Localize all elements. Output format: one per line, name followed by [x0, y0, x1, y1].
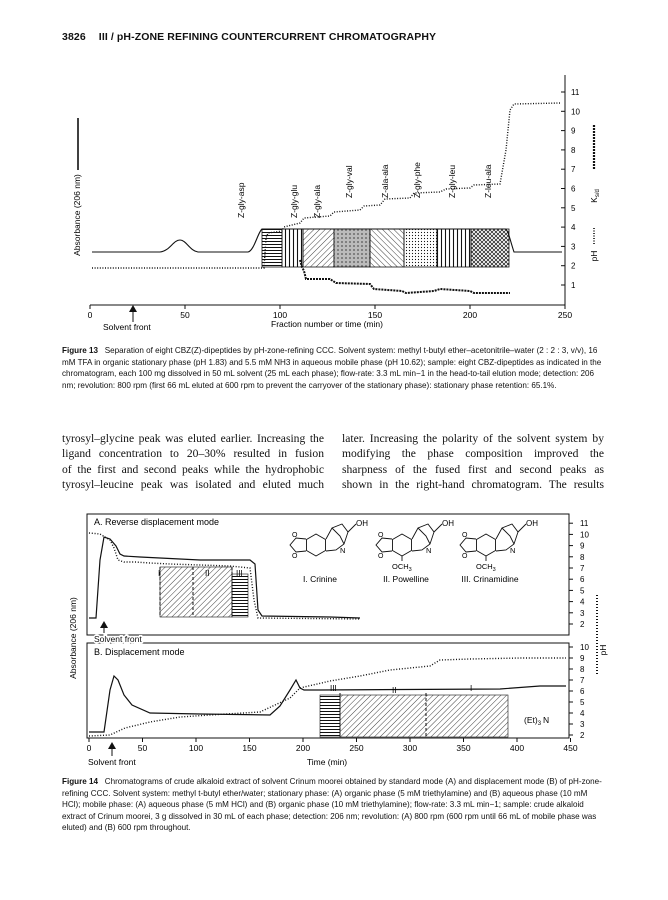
fig13-solvent-front-label: Solvent front: [103, 322, 151, 332]
running-title: III / pH-ZONE REFINING COUNTERCURRENT CHROMATOGRAPHY: [98, 31, 437, 43]
fig13-ph-label: pH: [589, 250, 599, 262]
fig14-ph-tick-label-b: 4: [580, 709, 585, 718]
fig14-b-zone-3: [320, 695, 340, 737]
fig14-x-tick-label: 100: [188, 743, 204, 753]
body-left-line-4: tyrosyl–leucine peak was isolated and eluted much: [62, 478, 324, 492]
fig14-ph-tick-label-a: 8: [580, 552, 585, 562]
nitrogen-label: N: [340, 546, 346, 555]
fig13-zone-6: [404, 229, 437, 267]
fig13-ph-tick-label: 4: [571, 223, 576, 233]
fig14-a-solvent-front-label: Solvent front: [94, 634, 142, 644]
fig14-ph-tick-label-b: 7: [580, 676, 585, 685]
fig13-x-tick-label: 50: [180, 310, 190, 320]
hydroxyl-label: OH: [526, 519, 538, 528]
oxygen-label: O: [378, 553, 384, 560]
figure-13-caption-label: Figure 13: [62, 346, 98, 355]
fig14-ph-tick-label-a: 7: [580, 564, 585, 573]
benzene-ring: [477, 534, 496, 556]
oxygen-label: O: [462, 532, 468, 539]
fig14-b-zone-label-3: III: [330, 684, 337, 693]
fig14-x-tick-label: 150: [242, 743, 257, 753]
fig14-x-tick-label: 400: [509, 743, 525, 753]
figure-13-caption: [62, 345, 602, 391]
oh-bond: [348, 524, 356, 532]
fig14-ph-tick-label-b: 2: [580, 731, 585, 740]
nitrogen-label: N: [510, 546, 516, 555]
compound-name: III. Crinamidine: [461, 574, 519, 584]
body-left-line-2: ligand concentration to 20–30% resulted in fusion: [62, 447, 324, 461]
fig14-panel-b-title: B. Displacement mode: [94, 647, 185, 657]
fig14-y-axis-label: Absorbance (206 nm): [68, 597, 78, 679]
nitrogen-label: N: [426, 546, 432, 555]
fig14-ph-ticks-b: [569, 643, 589, 740]
fig13-zone-1: [262, 229, 282, 267]
body-right-line-3: sharpness of the fused first and second peaks as: [342, 462, 604, 476]
fig14-a-zone-label-3: III: [236, 569, 243, 578]
fig14-x-tick-label: 200: [295, 743, 311, 753]
body-right-line-4: shown in the right-hand chromatogram. The results: [342, 478, 604, 492]
fig14-ph-tick-label-b: 9: [580, 654, 585, 663]
oh-bond: [434, 524, 442, 532]
fig13-x-tick-label: 100: [272, 310, 288, 320]
fig13-x-axis-label: Fraction number or time (min): [271, 319, 383, 329]
body-text-right-column: [342, 431, 604, 493]
bridge-bond: [418, 528, 430, 544]
fig13-x-ticks: [88, 305, 573, 320]
fig13-ph-ticks: [561, 88, 580, 290]
dioxole-ring: [460, 538, 476, 552]
fig14-x-tick-label: 50: [137, 743, 148, 753]
fig13-k-label: $K_{s/d}$: [589, 189, 601, 203]
fig14-ph-tick-label-a: 11: [580, 519, 589, 529]
fig14-b-zone-label-1: I: [470, 684, 473, 693]
figure-14-caption-label: Figure 14: [62, 777, 98, 786]
fig13-x-tick-label: 150: [367, 310, 383, 320]
alkaloid-structure-1: [290, 519, 368, 584]
fig13-x-tick-label: 200: [462, 310, 478, 320]
fig14-a-zone-3: [232, 574, 248, 617]
fig14-ph-tick-label-b: 10: [580, 643, 589, 652]
figure-14-chart: [0, 500, 668, 780]
fig13-ph-tick-label: 9: [571, 126, 576, 136]
fig13-x-tick-label: 250: [557, 310, 573, 320]
fig14-ph-tick-label-a: 3: [580, 608, 585, 618]
body-text-left-column: [62, 431, 324, 493]
alkaloid-structure-3: [460, 519, 538, 584]
dioxole-ring: [290, 538, 306, 552]
fig14-x-tick-label: 250: [349, 743, 364, 753]
fig14-b-solvent-front-arrowhead: [108, 742, 116, 749]
bridge-bond: [332, 528, 344, 544]
fig14-a-zone-1: [160, 567, 232, 617]
fig14-ph-tick-label-a: 10: [580, 530, 589, 540]
fig13-x-tick-label: 0: [87, 310, 93, 320]
fig13-ph-tick-label: 5: [571, 203, 576, 213]
fig13-zone-3: [303, 229, 334, 267]
figure-13-chart: [0, 0, 668, 345]
fig14-x-ticks: [87, 738, 578, 753]
fig13-peak-label: Z-gly-phe: [412, 162, 422, 198]
oh-bond: [518, 524, 526, 532]
fig13-peak-label: Z-gly-val: [344, 165, 354, 198]
fig14-ph-tick-label-b: 5: [580, 698, 585, 707]
hydroxyl-label: OH: [442, 519, 454, 528]
dioxole-ring: [376, 538, 392, 552]
body-right-line-2: modifying the phase composition improved the: [342, 447, 604, 461]
benzene-ring: [393, 534, 412, 556]
fig14-ph-tick-label-a: 6: [580, 575, 585, 585]
fig13-peak-label: Z-gly-glu: [289, 184, 299, 218]
fig13-solvent-front-arrowhead: [129, 305, 137, 312]
oxygen-label: O: [378, 532, 384, 539]
fig14-a-solvent-front-arrowhead: [100, 621, 108, 628]
fig13-ph-tick-label: 2: [571, 261, 576, 271]
fig14-ph-tick-label-a: 5: [580, 586, 585, 596]
fig13-zone-4: [334, 229, 370, 267]
fig13-y-axis-label: Absorbance (206 nm): [72, 174, 82, 256]
fig13-ph-tick-label: 7: [571, 165, 576, 175]
fig14-ph-tick-label-b: 3: [580, 720, 585, 729]
compound-name: II. Powelline: [383, 574, 429, 584]
oxygen-label: O: [292, 532, 298, 539]
figure-14-caption-text: Chromatograms of crude alkaloid extract of solvent Crinum moorei obtained by standard mode (A) and displacement mode (B) of pH-zone-refining CCC. Solvent system: methyl t-butyl ether/water; stationary phase: (A) organic phase (5 mM triethylamine) and (B) aqueous phase (10 mM HCl); mobile phase: (A) aqueous phase (5 mM HCl) and (B) organic phase (10 mM triethylamine); flow-rate: 3.3 mL min−1; sample: crude alkaloid extract of Crinum moorei, 3 g dissolved in 30 mL of each phase; detection: 206 nm; revolution: (A) 800 rpm (600 rpm until 66 mL of mobile phase was eluted) and (B) 600 rpm throughout.: [62, 777, 602, 832]
body-left-line-1: tyrosyl–glycine peak was eluted earlier. Increasing the: [62, 432, 324, 445]
bridge-bond: [502, 528, 514, 544]
fig14-panel-a-title: A. Reverse displacement mode: [94, 517, 220, 527]
fig13-ph-tick-label: 6: [571, 184, 576, 194]
fig13-zone-5: [370, 229, 404, 267]
fig14-b-solvent-front-label: Solvent front: [88, 757, 136, 767]
alkaloid-structure-2: [376, 519, 454, 584]
fig14-x-tick-label: 350: [456, 743, 471, 753]
figure-14-caption: [62, 776, 602, 834]
fig14-x-tick-label: 300: [402, 743, 418, 753]
methoxy-label: $OCH_3$: [392, 562, 412, 573]
fig13-zone-8: [471, 229, 509, 267]
fig13-peak-label: Z-ala-ala: [380, 164, 390, 198]
fig14-ph-tick-label-a: 4: [580, 597, 585, 607]
fig13-ph-tick-label: 1: [571, 281, 576, 290]
fig13-ph-tick-label: 11: [571, 88, 580, 97]
hydroxyl-label: OH: [356, 519, 368, 528]
fig14-a-zone-label-1: I: [158, 569, 161, 578]
figure-13-caption-text: Separation of eight CBZ(Z)-dipeptides by pH-zone-refining CCC. Solvent system: methyl t-butyl ether–acetonitrile–water (2 : 2 : 3, v/v), 16 mM TFA in organic stationary phase (pH 1.83) and 5.5 mM NH3 in aqueous mobile phase (pH 10.62); sample: eight CBZ-dipeptides as indicated in the chromatogram, each 100 mg dissolved in 50 mL solvent (25 mL each phase); flow-rate: 3.3 mL min−1 in the head-to-tail elution mode; detection: 206 nm; revolution: 800 rpm (first 66 mL eluted at 600 rpm to prevent the carryover of the stationary phase): stationary phase retention: 65.1%.: [62, 346, 602, 390]
fig14-b-zone-2-1: [340, 695, 508, 737]
fig14-ph-label: pH: [598, 644, 608, 656]
fig13-peak-label: Z-gly-asp: [236, 182, 246, 218]
fig13-ph-tick-label: 8: [571, 145, 576, 155]
compound-name: I. Crinine: [302, 574, 338, 584]
fig14-b-zone-label-2: II: [392, 686, 397, 695]
fig14-x-tick-label: 0: [86, 743, 92, 753]
benzene-ring: [307, 534, 326, 556]
fig14-ph-tick-label-b: 8: [580, 665, 585, 674]
fig14-ph-tick-label-b: 6: [580, 687, 585, 696]
fig14-a-zone-label-2: II: [205, 569, 210, 578]
fig14-structures: [290, 519, 538, 584]
fig14-b-amine-label: $(Et)_3$ N: [524, 715, 550, 727]
fig13-peak-label: Z-gly-leu: [447, 164, 457, 198]
page-number: 3826: [62, 31, 86, 43]
fig14-ph-tick-label-a: 2: [580, 620, 585, 629]
body-right-line-1: later. Increasing the polarity of the solvent system by: [342, 432, 604, 445]
fig14-ph-tick-label-a: 9: [580, 541, 585, 551]
body-left-line-3: of the first and second peaks while the hydrophobic: [62, 462, 324, 476]
fig13-peak-label: Z-leu-ala: [483, 164, 493, 198]
fig14-ph-ticks-a: [569, 519, 589, 629]
fig14-x-axis-label: Time (min): [306, 757, 348, 767]
fig13-ph-tick-label: 3: [571, 242, 576, 252]
fig13-zone-7: [437, 229, 471, 267]
oxygen-label: O: [292, 553, 298, 560]
oxygen-label: O: [462, 553, 468, 560]
methoxy-label: $OCH_3$: [476, 562, 496, 573]
fig13-peak-label: Z-gly-ala: [312, 184, 322, 218]
fig14-x-tick-label: 450: [563, 743, 578, 753]
fig13-ph-tick-label: 10: [571, 107, 580, 117]
fig13-peak-labels: [236, 162, 493, 218]
